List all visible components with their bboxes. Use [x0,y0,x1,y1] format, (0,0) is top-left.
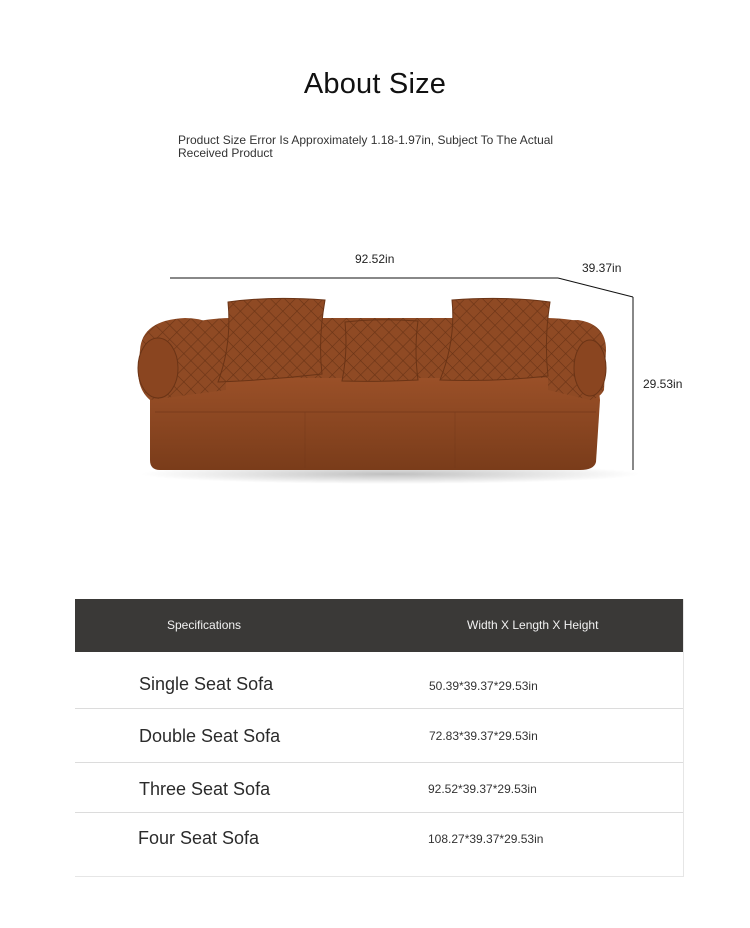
sofa-dimension-figure [0,240,750,500]
row-name: Three Seat Sofa [139,779,271,799]
table-row [75,709,683,763]
header-specifications: Specifications [167,618,242,632]
row-size: 108.27*39.37*29.53in [428,832,544,846]
header-dimensions: Width X Length X Height [467,618,599,632]
pillow-center [342,320,418,382]
pillow-left [218,298,325,382]
row-size: 72.83*39.37*29.53in [429,729,538,743]
sofa-illustration [0,240,750,500]
table-row [75,813,683,875]
width-label: 92.52in [355,252,395,266]
page-title: About Size [303,68,447,100]
table-row [75,652,683,709]
height-label: 29.53in [643,377,683,391]
pillow-right [440,298,550,380]
row-name: Single Seat Sofa [139,674,274,694]
table-header [75,599,683,652]
row-name: Double Seat Sofa [139,726,281,746]
sofa-seat [150,378,600,470]
size-spec-table [75,599,684,877]
size-error-note: Product Size Error Is Approximately 1.18-1.97in, Subject To The Actual Received Product [178,133,554,160]
row-size: 92.52*39.37*29.53in [428,782,537,796]
depth-label: 39.37in [582,261,622,275]
table-row [75,763,683,813]
depth-dimension-line [558,278,633,297]
row-name: Four Seat Sofa [138,828,260,848]
row-size: 50.39*39.37*29.53in [429,679,538,693]
